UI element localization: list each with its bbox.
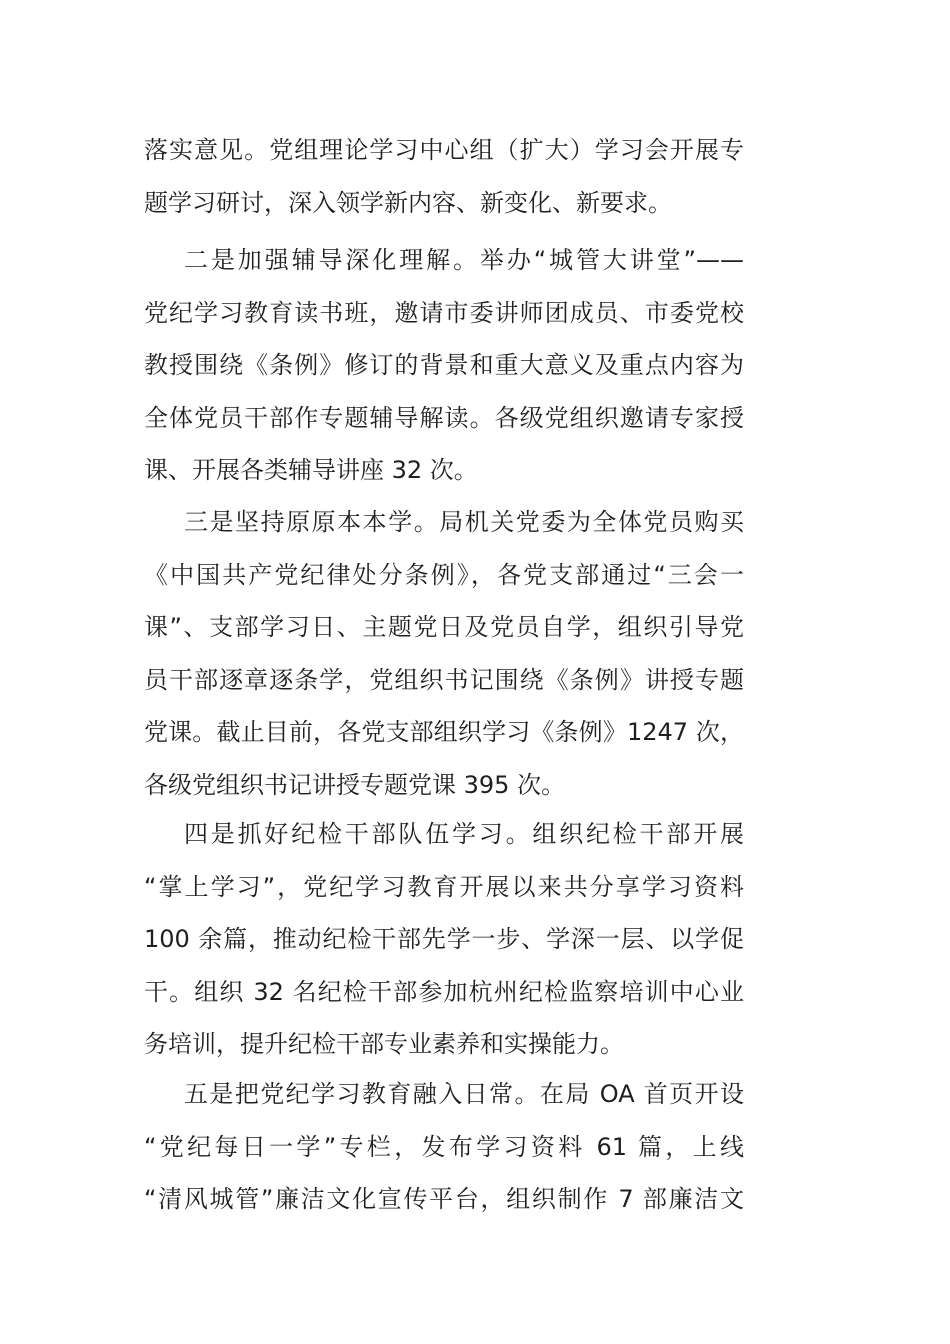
text-line: “掌上学习”，党纪学习教育开展以来共分享学习资料 (144, 872, 744, 901)
text-line: 《中国共产党纪律处分条例》，各党支部通过“三会一 (144, 560, 744, 589)
paragraph-2 (144, 234, 744, 497)
text-line: 党课。截止目前，各党支部组织学习《条例》1247 次， (144, 718, 744, 746)
paragraph-3 (144, 496, 744, 811)
text-line: 课”、支部学习日、主题党日及党员自学，组织引导党 (144, 613, 744, 641)
text-line: 务培训，提升纪检干部专业素养和实操能力。 (144, 1030, 624, 1058)
text-line: 全体党员干部作专题辅导解读。各级党组织邀请专家授 (144, 403, 744, 432)
text-line: “清风城管”廉洁文化宣传平台，组织制作 7 部廉洁文 (144, 1185, 744, 1213)
text-line: 教授围绕《条例》修订的背景和重大意义及重点内容为 (144, 351, 744, 379)
paragraph-1 (144, 124, 744, 229)
text-line: 落实意见。党组理论学习中心组（扩大）学习会开展专 (144, 136, 744, 164)
text-line: “党纪每日一学”专栏，发布学习资料 61 篇，上线 (144, 1132, 744, 1161)
paragraph-5 (144, 1068, 744, 1226)
text-line: 课、开展各类辅导讲座 32 次。 (144, 456, 478, 484)
text-line: 员干部逐章逐条学，党组织书记围绕《条例》讲授专题 (144, 665, 744, 694)
text-line: 各级党组织书记讲授专题党课 395 次。 (144, 770, 566, 799)
text-line: 五是把党纪学习教育融入日常。在局 OA 首页开设 (184, 1080, 744, 1108)
text-line: 四是抓好纪检干部队伍学习。组织纪检干部开展 (184, 820, 744, 848)
text-line: 党纪学习教育读书班，邀请市委讲师团成员、市委党校 (144, 298, 744, 327)
paragraph-4 (144, 808, 744, 1071)
text-line: 题学习研讨，深入领学新内容、新变化、新要求。 (144, 188, 672, 217)
text-line: 二是加强辅导深化理解。举办“城管大讲堂”—— (184, 246, 744, 274)
text-line: 100 余篇，推动纪检干部先学一步、学深一层、以学促 (144, 925, 744, 953)
text-line: 三是坚持原原本本学。局机关党委为全体党员购买 (184, 508, 744, 536)
text-line: 干。组织 32 名纪检干部参加杭州纪检监察培训中心业 (144, 977, 744, 1006)
